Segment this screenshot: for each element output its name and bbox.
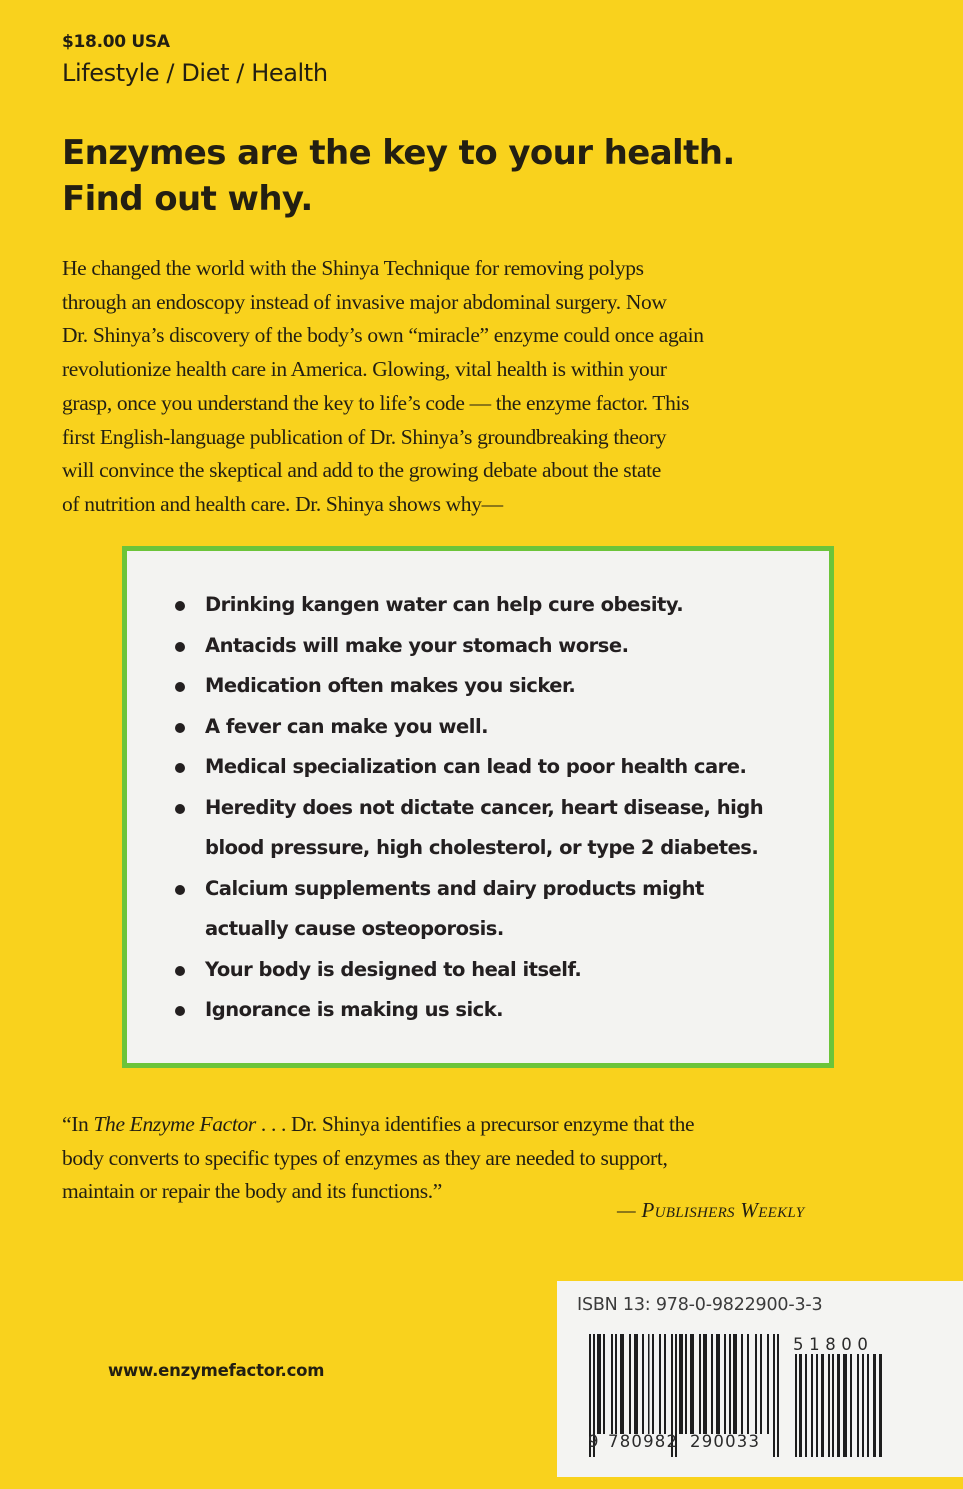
review-quote xyxy=(62,1108,882,1209)
blurb-line: grasp, once you understand the key to life’s code — the enzyme factor. This xyxy=(62,390,690,415)
key-point-item: Heredity does not dictate cancer, heart disease, high blood pressure, high cholesterol, or type 2 diabetes. xyxy=(174,788,763,869)
website-link[interactable]: www.enzymefactor.com xyxy=(108,1361,325,1380)
blurb-line: through an endoscopy instead of invasive major abdominal surgery. Now xyxy=(62,289,667,314)
bullet-icon xyxy=(175,966,185,976)
blurb-line: will convince the skeptical and add to the growing debate about the state xyxy=(62,458,661,483)
quote-line: “In The Enzyme Factor . . . Dr. Shinya identifies a precursor enzyme that the xyxy=(62,1112,695,1136)
blurb-line: He changed the world with the Shinya Technique for removing polyps xyxy=(62,256,644,280)
bullet-icon xyxy=(175,885,185,895)
isbn-barcode-panel: ISBN 13: 978-0-9822900-3-3 9 780982 290033 51800 xyxy=(557,1281,963,1477)
bullet-icon xyxy=(175,763,185,773)
isbn-label: ISBN 13: 978-0-9822900-3-3 xyxy=(577,1295,823,1315)
blurb-line: of nutrition and health care. Dr. Shinya shows why— xyxy=(62,491,503,516)
key-point-item: Antacids will make your stomach worse. xyxy=(174,626,763,667)
headline-line-1: Enzymes are the key to your health. xyxy=(62,133,735,173)
bullet-icon xyxy=(175,723,185,733)
key-points-list xyxy=(174,585,763,1031)
bullet-icon xyxy=(175,1006,185,1016)
key-point-item: A fever can make you well. xyxy=(174,707,763,748)
blurb-line: Dr. Shinya’s discovery of the body’s own “miracle” enzyme could once again xyxy=(62,323,704,348)
price-barcode-icon xyxy=(795,1354,883,1457)
key-point-item: Calcium supplements and dairy products might actually cause osteoporosis. xyxy=(174,869,763,950)
quote-attribution: — Publishers Weekly xyxy=(617,1198,805,1222)
bullet-icon xyxy=(175,804,185,814)
price: $18.00 USA xyxy=(62,32,170,52)
bullet-icon xyxy=(175,642,185,652)
bullet-icon xyxy=(175,601,185,611)
key-point-item: Your body is designed to heal itself. xyxy=(174,950,763,991)
key-point-item: Medication often makes you sicker. xyxy=(174,666,763,707)
blurb-paragraph xyxy=(62,252,882,522)
publication-name: Publishers Weekly xyxy=(641,1198,805,1222)
price-code-digits: 51800 xyxy=(793,1335,874,1354)
category-label: Lifestyle / Diet / Health xyxy=(62,59,328,87)
key-point-item: Medical specialization can lead to poor health care. xyxy=(174,747,763,788)
book-title: The Enzyme Factor xyxy=(93,1112,256,1136)
bullet-icon xyxy=(175,682,185,692)
key-point-item: Ignorance is making us sick. xyxy=(174,990,763,1031)
blurb-line: revolutionize health care in America. Glowing, vital health is within your xyxy=(62,357,667,382)
quote-line: body converts to specific types of enzymes as they are needed to support, xyxy=(62,1145,668,1170)
blurb-line: first English-language publication of Dr. Shinya’s groundbreaking theory xyxy=(62,424,667,449)
quote-line: maintain or repair the body and its functions.” xyxy=(62,1179,442,1203)
key-points-box xyxy=(122,546,834,1068)
headline-line-2: Find out why. xyxy=(62,179,313,219)
headline xyxy=(62,130,735,222)
key-point-item: Drinking kangen water can help cure obesity. xyxy=(174,585,763,626)
